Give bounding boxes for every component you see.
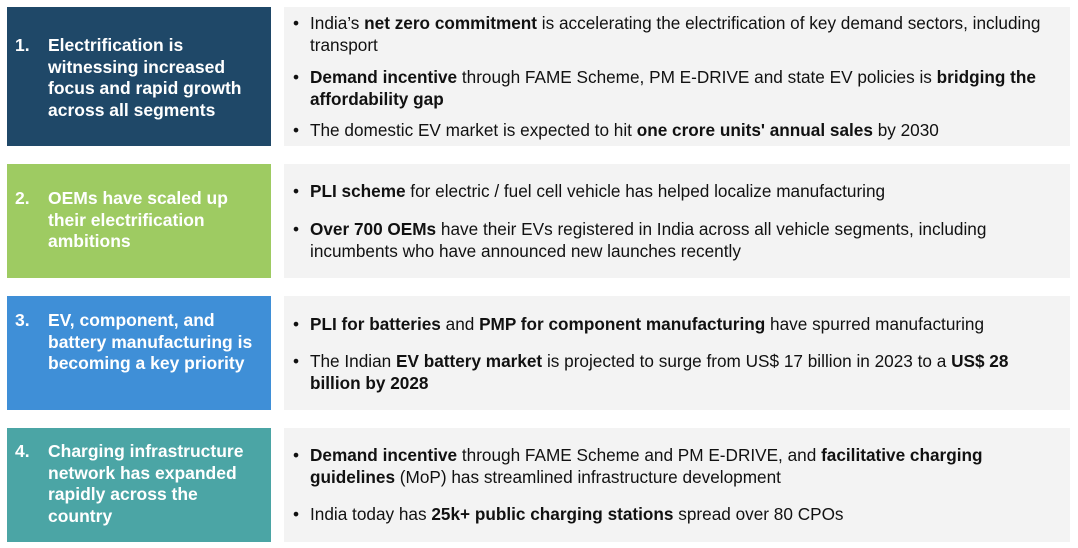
bullet-text bbox=[310, 351, 1062, 394]
bullet-text bbox=[310, 504, 1062, 526]
bullet-text-bold: PLI for batteries bbox=[310, 314, 441, 334]
bullet-dot-icon: • bbox=[293, 13, 300, 33]
bullet-text-bold: net zero commitment bbox=[364, 13, 538, 33]
bullet-text-bold: Over 700 OEMs bbox=[310, 219, 437, 239]
section-title: Charging infrastructure network has expanded rapidly across the country bbox=[48, 441, 244, 526]
bullet-text-bold: Demand incentive bbox=[310, 67, 458, 87]
bullet-text bbox=[310, 67, 1062, 110]
bullet-text-part: India today has bbox=[310, 504, 432, 524]
bullet-text-part: through FAME Scheme, PM E-DRIVE and state EV policies is bbox=[457, 67, 937, 87]
section-2-bullets bbox=[284, 164, 1070, 278]
section-number: 4. bbox=[15, 441, 30, 461]
bullet-dot-icon: • bbox=[293, 314, 300, 334]
bullet-text-part: (MoP) has streamlined infrastructure development bbox=[395, 466, 781, 487]
section-title: Electrification is witnessing increased focus and rapid growth across all segments bbox=[48, 35, 242, 120]
bullet-dot-icon: • bbox=[293, 445, 300, 465]
section-1-box bbox=[7, 7, 271, 146]
bullet-text-part: and bbox=[440, 314, 480, 334]
section-number: 3. bbox=[15, 310, 30, 330]
bullet-text-bold: PLI scheme bbox=[310, 181, 406, 201]
bullet-text-bold: PMP for component manufacturing bbox=[479, 314, 766, 334]
bullet-text-part: spread over 80 CPOs bbox=[673, 504, 844, 524]
bullet-text-bold: Demand incentive bbox=[310, 445, 458, 465]
bullet-text-part: through FAME Scheme and PM E-DRIVE, and bbox=[457, 445, 822, 465]
section-title: OEMs have scaled up their electrification ambitions bbox=[48, 188, 228, 251]
bullet-text bbox=[310, 314, 1062, 336]
bullet-dot-icon: • bbox=[293, 504, 300, 524]
bullet-text-bold: facilitative charging guidelines bbox=[310, 445, 983, 487]
bullet-text-bold: EV battery market bbox=[396, 351, 543, 371]
bullet-text bbox=[310, 120, 1062, 142]
section-3-box bbox=[7, 296, 271, 410]
bullet-text-part: The Indian bbox=[310, 351, 396, 371]
bullet-text bbox=[310, 445, 1062, 488]
bullet-text bbox=[310, 219, 1062, 262]
bullet-text-bold: US$ 28 billion by 2028 bbox=[310, 351, 1009, 393]
section-title: EV, component, and battery manufacturing is becoming a key priority bbox=[48, 310, 253, 373]
bullet-text-bold: bridging the affordability gap bbox=[310, 67, 1036, 109]
bullet-text-part: have their EVs registered in India across all vehicle segments, including incumbents who have announced new launches recently bbox=[310, 219, 987, 261]
bullet-text-part: The domestic EV market is expected to hit bbox=[310, 120, 637, 140]
bullet-text-part: for electric / fuel cell vehicle has helped localize manufacturing bbox=[405, 181, 886, 201]
bullet-dot-icon: • bbox=[293, 351, 300, 371]
bullet-text bbox=[310, 181, 1062, 203]
bullet-dot-icon: • bbox=[293, 181, 300, 201]
section-1-bullets bbox=[284, 7, 1070, 146]
section-2-box bbox=[7, 164, 271, 278]
section-4-bullets bbox=[284, 428, 1070, 542]
bullet-text-part: have spurred manufacturing bbox=[765, 314, 985, 334]
section-3-bullets bbox=[284, 296, 1070, 410]
section-number: 2. bbox=[15, 188, 30, 208]
section-4-box bbox=[7, 428, 271, 542]
bullet-text-part: is accelerating the electrification of key demand sectors, including transport bbox=[310, 13, 1041, 55]
bullet-dot-icon: • bbox=[293, 120, 300, 140]
bullet-text-bold: 25k+ public charging stations bbox=[431, 504, 674, 524]
bullet-text-part: India’s bbox=[310, 13, 365, 33]
bullet-dot-icon: • bbox=[293, 67, 300, 87]
bullet-text-part: is projected to surge from US$ 17 billion in 2023 to a bbox=[542, 351, 952, 371]
bullet-text bbox=[310, 13, 1062, 56]
bullet-text-bold: one crore units' annual sales bbox=[636, 120, 873, 140]
bullet-text-part: by 2030 bbox=[872, 120, 939, 140]
section-number: 1. bbox=[15, 35, 30, 55]
bullet-dot-icon: • bbox=[293, 219, 300, 239]
